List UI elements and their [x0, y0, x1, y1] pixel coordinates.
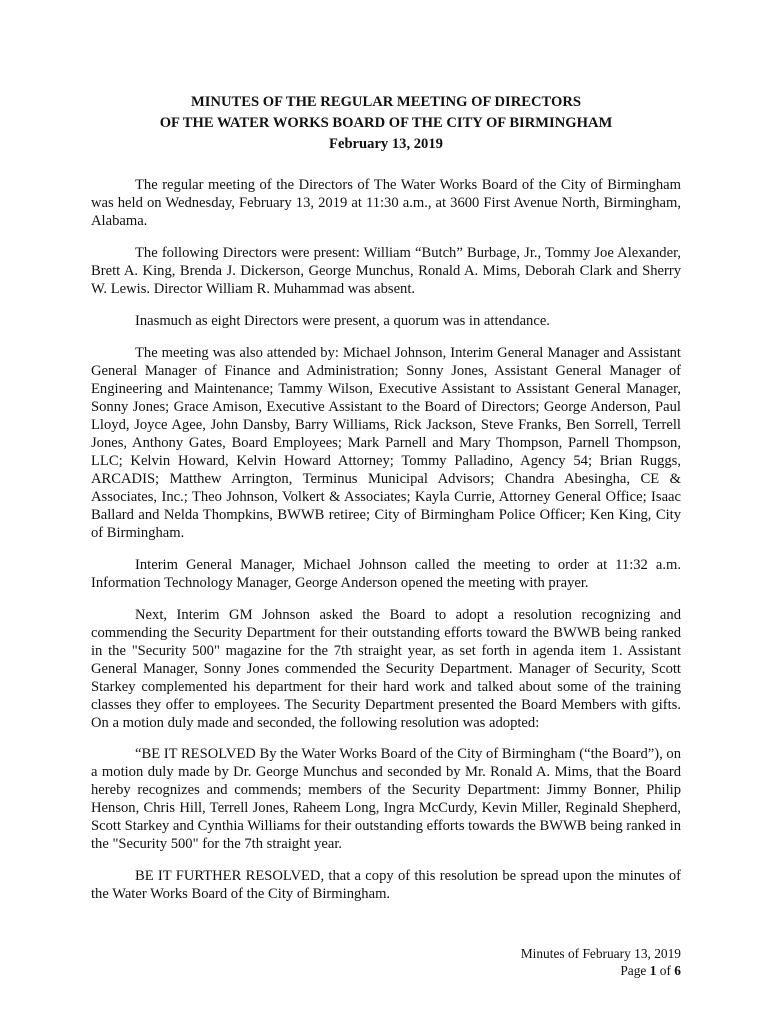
- footer-page-number: [521, 962, 681, 979]
- page-of-label: of: [659, 963, 671, 978]
- document-page: [91, 92, 681, 917]
- paragraph-call-to-order: Interim General Manager, Michael Johnson called the meeting to order at 11:32 a.m. Information Technology Manager, George Anderson opened the meeting with prayer.: [91, 557, 681, 591]
- total-pages: 6: [674, 963, 681, 978]
- paragraph-attendees: The meeting was also attended by: Michael Johnson, Interim General Manager and Assistant General Manager of Finance and Administration; Sonny Jones, Assistant General Manager of Engineering and Maintenance; Tammy Wilson, Executive Assistant to Assistant General Manager, Sonny Jones; Grace Amison, Executive Assistant to the Board of Directors; George Anderson, Paul Lloyd, Joyce Agee, John Dansby, Barry Williams, Rick Jackson, Steve Franks, Ben Sorrell, Terrell Jones, Anthony Gates, Board Employees; Mark Parnell and Mary Thompson, Parnell Thompson, LLC; Kelvin Howard, Kelvin Howard Attorney; Tommy Palladino, Agency 54; Brian Ruggs, ARCADIS; Matthew Arrington, Terminus Municipal Advisors; Chandra Abesingha, CE & Associates, Inc.; Theo Johnson, Volkert & Associates; Kayla Currie, Attorney General Office; Isaac Ballard and Nelda Thompkins, BWWB retiree; City of Birmingham Police Officer; Ken King, City of Birmingham.: [91, 345, 681, 541]
- paragraph-further-resolved: BE IT FURTHER RESOLVED, that a copy of this resolution be spread upon the minutes of the Water Works Board of the City of Birmingham.: [91, 868, 681, 902]
- paragraph-meeting-location: The regular meeting of the Directors of The Water Works Board of the City of Birmingham was held on Wednesday, February 13, 2019 at 11:30 a.m., at 3600 First Avenue North, Birmingham, Alabama.: [91, 177, 681, 229]
- current-page: 1: [649, 963, 657, 978]
- paragraph-resolution: “BE IT RESOLVED By the Water Works Board of the City of Birmingham (“the Board”), on a motion duly made by Dr. George Munchus and seconded by Mr. Ronald A. Mims, that the Board hereby recognizes and commends; members of the Security Department: Jimmy Bonner, Philip Henson, Chris Hill, Terrell Jones, Raheem Long, Ingra McCurdy, Kevin Miller, Reginald Shepherd, Scott Starkey and Cynthia Williams for their outstanding efforts towards the BWWB being ranked in the "Security 500" for the 7th straight year.: [91, 746, 681, 852]
- page-label: Page: [620, 963, 647, 978]
- paragraph-security-recognition: Next, Interim GM Johnson asked the Board to adopt a resolution recognizing and commending the Security Department for their outstanding efforts toward the BWWB being ranked in the "Security 500" magazine for the 7th straight year, as set forth in agenda item 1. Assistant General Manager, Sonny Jones commended the Security Department. Manager of Security, Scott Starkey complemented his department for their hard work and talked about some of the training classes they offer to employees. The Security Department presented the Board Members with gifts. On a motion duly made and seconded, the following resolution was adopted:: [91, 607, 681, 731]
- footer-minutes-date: Minutes of February 13, 2019: [520, 946, 681, 961]
- header-title-line-1: MINUTES OF THE REGULAR MEETING OF DIRECTORS: [190, 94, 582, 110]
- page-footer: [521, 945, 681, 979]
- header-title-line-2: OF THE WATER WORKS BOARD OF THE CITY OF BIRMINGHAM: [159, 115, 613, 131]
- paragraph-directors-present: The following Directors were present: William “Butch” Burbage, Jr., Tommy Joe Alexander, Brett A. King, Brenda J. Dickerson, George Munchus, Ronald A. Mims, Deborah Clark and Sherry W. Lewis. Director William R. Muhammad was absent.: [91, 245, 681, 297]
- meeting-date: February 13, 2019: [329, 136, 443, 152]
- document-header: [91, 92, 681, 155]
- paragraph-quorum: Inasmuch as eight Directors were present, a quorum was in attendance.: [135, 313, 550, 329]
